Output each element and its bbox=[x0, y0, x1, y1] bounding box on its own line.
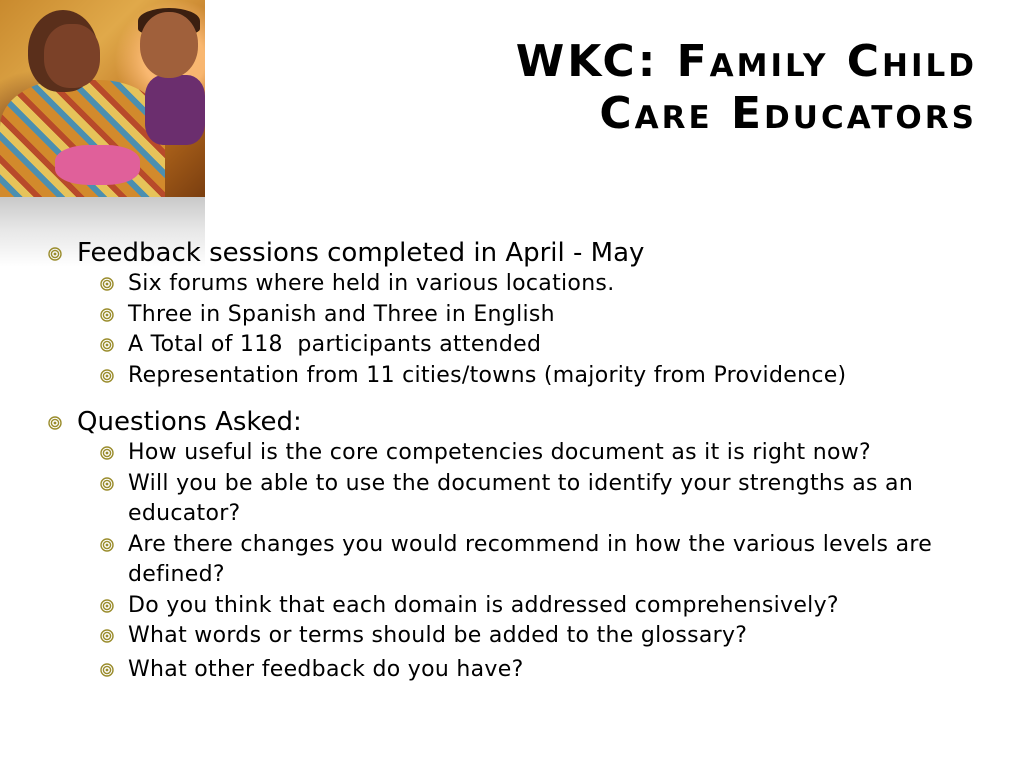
slide-body bbox=[48, 238, 988, 685]
section-feedback bbox=[48, 238, 988, 391]
target-bullet-icon bbox=[100, 599, 114, 613]
bullet-text: Six forums where held in various locations. bbox=[128, 271, 615, 296]
bullet-text: Representation from 11 cities/towns (majority from Providence) bbox=[128, 362, 847, 388]
target-bullet-icon bbox=[48, 416, 62, 430]
bullet-level-2 bbox=[48, 621, 988, 652]
target-bullet-icon bbox=[48, 247, 62, 261]
section-questions bbox=[48, 407, 988, 685]
target-bullet-icon bbox=[100, 338, 114, 352]
bullet-level-2 bbox=[48, 469, 988, 530]
target-bullet-icon bbox=[100, 477, 114, 491]
target-bullet-icon bbox=[100, 629, 114, 643]
target-bullet-icon bbox=[100, 446, 114, 460]
mother-child-photo bbox=[0, 0, 205, 197]
bullet-level-2 bbox=[48, 530, 988, 591]
slide-title-line-1: WKC: Family Child bbox=[515, 36, 977, 87]
bullet-text: Are there changes you would recommend in how the various levels are defined? bbox=[128, 531, 933, 587]
bullet-text: Will you be able to use the document to identify your strengths as an educator? bbox=[128, 470, 914, 526]
bullet-level-1 bbox=[48, 407, 988, 438]
bullet-level-1 bbox=[48, 238, 988, 269]
bullet-text: Questions Asked: bbox=[77, 407, 302, 437]
bullet-text: How useful is the core competencies document as it is right now? bbox=[128, 440, 872, 465]
slide-title bbox=[277, 36, 977, 140]
bullet-level-2 bbox=[48, 330, 988, 361]
bullet-text: Do you think that each domain is addressed comprehensively? bbox=[128, 592, 839, 618]
bullet-text: What other feedback do you have? bbox=[128, 656, 524, 682]
target-bullet-icon bbox=[100, 277, 114, 291]
target-bullet-icon bbox=[100, 538, 114, 552]
bullet-level-2 bbox=[48, 438, 988, 469]
bullet-text: A Total of 118 participants attended bbox=[128, 332, 542, 357]
bullet-level-2 bbox=[48, 300, 988, 331]
bullet-level-2 bbox=[48, 591, 988, 622]
bullet-level-2 bbox=[48, 269, 988, 300]
target-bullet-icon bbox=[100, 369, 114, 383]
bullet-text: What words or terms should be added to the glossary? bbox=[128, 623, 748, 648]
bullet-text: Feedback sessions completed in April - May bbox=[77, 238, 645, 268]
target-bullet-icon bbox=[100, 308, 114, 322]
bullet-level-2 bbox=[48, 655, 988, 686]
bullet-text: Three in Spanish and Three in English bbox=[128, 301, 555, 327]
target-bullet-icon bbox=[100, 663, 114, 677]
slide-title-line-2: Care Educators bbox=[599, 88, 977, 139]
bullet-level-2 bbox=[48, 361, 988, 392]
